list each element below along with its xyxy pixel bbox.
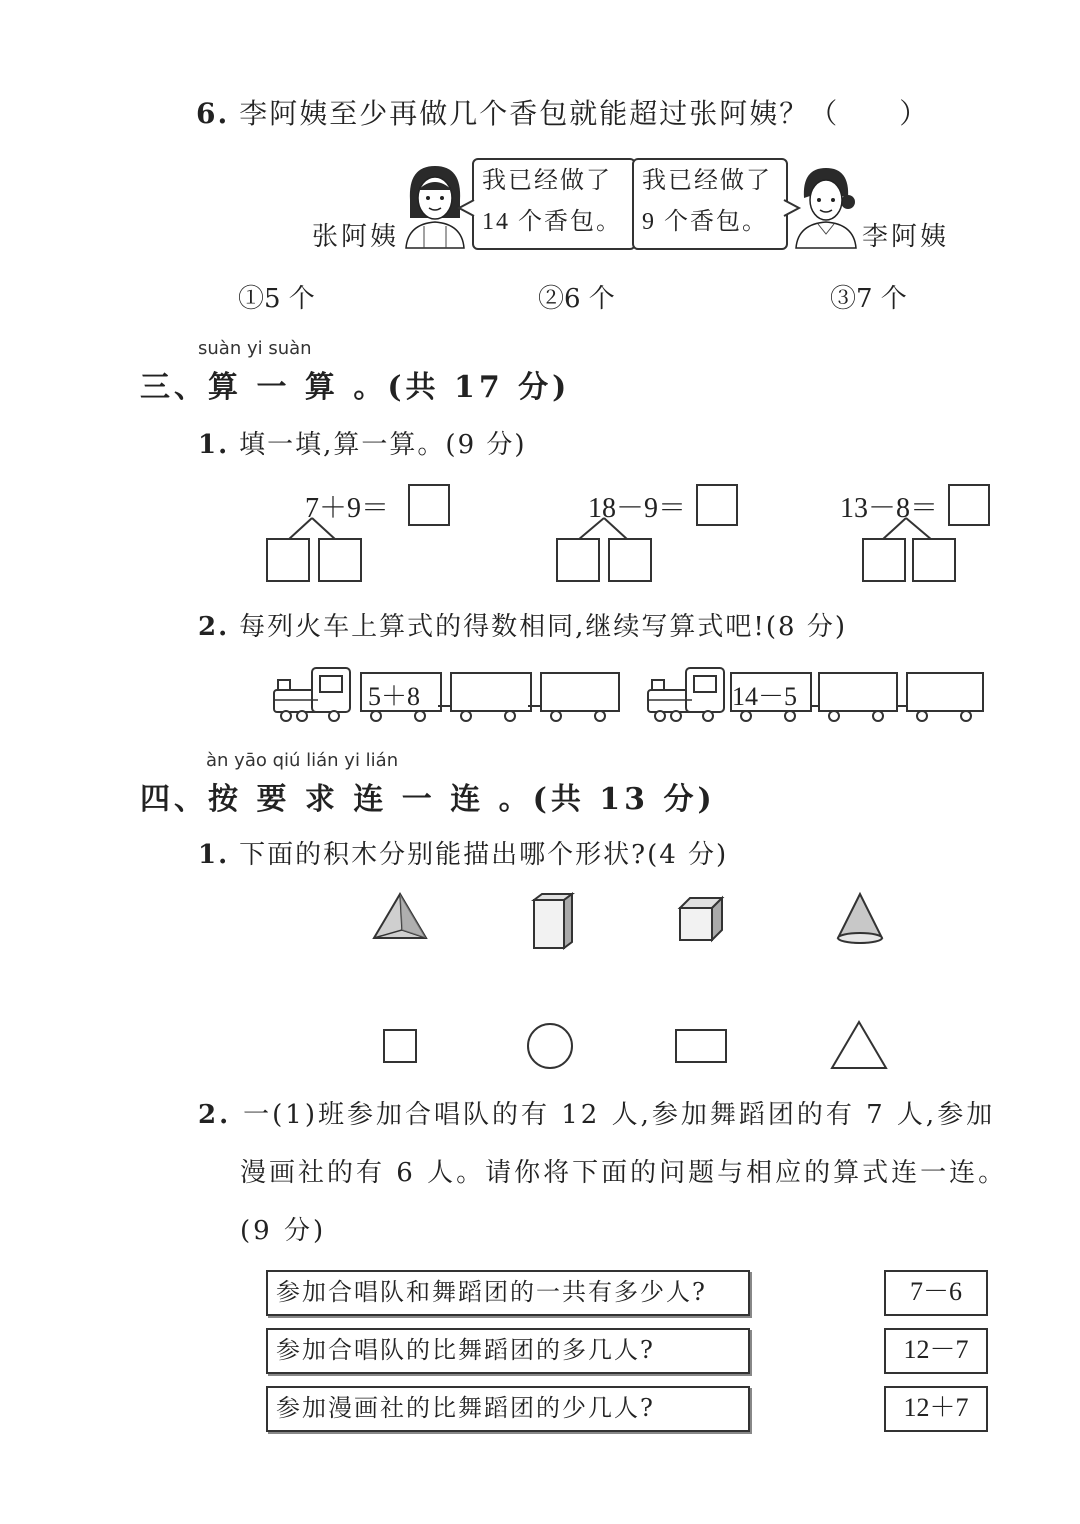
question-box-3[interactable]: 参加漫画社的比舞蹈团的少几人? (266, 1386, 750, 1432)
equation-1: 7＋9＝ (305, 493, 390, 524)
option-3[interactable]: ③7 个 (830, 284, 907, 314)
equation-3-split-box-right[interactable] (912, 538, 956, 582)
circle-shape-icon[interactable] (526, 1022, 574, 1070)
train-2-wheels (726, 706, 988, 724)
section-3-q1 (198, 424, 527, 461)
woman-right-illustration (790, 162, 860, 248)
question-box-2[interactable]: 参加合唱队的比舞蹈团的多几人? (266, 1328, 750, 1374)
answer-box-3[interactable]: 12＋7 (884, 1386, 988, 1432)
equation-1-split-box-right[interactable] (318, 538, 362, 582)
section-3-title: 三、算 一 算 。(共 17 分) (140, 370, 571, 405)
section-4-q1 (198, 834, 728, 871)
section-4-title: 四、按 要 求 连 一 连 。(共 13 分) (140, 782, 716, 817)
triangle-shape-icon[interactable] (830, 1020, 888, 1070)
cone-block-icon[interactable] (834, 892, 886, 948)
section-4-q2-number: 2. (198, 1100, 232, 1130)
right-character-name: 李阿姨 (862, 222, 950, 252)
equation-2-split-box-left[interactable] (556, 538, 600, 582)
train-2-car-1-label: 14－5 (732, 682, 798, 711)
question-6-text: 李阿姨至少再做几个香包就能超过张阿姨？（ ） (239, 97, 930, 130)
question-6-number: 6. (196, 97, 230, 130)
equation-1-answer-box[interactable] (408, 484, 450, 526)
cube-block-icon[interactable] (676, 896, 726, 944)
question-box-1[interactable]: 参加合唱队和舞蹈团的一共有多少人? (266, 1270, 750, 1316)
section-4-q1-text: 下面的积木分别能描出哪个形状?(4 分) (239, 840, 729, 870)
section-3-q2 (198, 606, 847, 643)
section-4-q2-line2: 漫画社的有 6 人。请你将下面的问题与相应的算式连一连。 (240, 1158, 1008, 1188)
pyramid-block-icon[interactable] (372, 892, 428, 942)
section-3-q1-number: 1. (198, 430, 230, 460)
option-1[interactable]: ①5 个 (238, 284, 315, 314)
right-bubble-line1: 我已经做了 (642, 166, 772, 194)
section-4-q2-line1-text: 一(1)班参加合唱队的有 12 人,参加舞蹈团的有 7 人,参加 (243, 1100, 996, 1130)
left-speech-bubble (472, 158, 636, 250)
left-bubble-line1: 我已经做了 (482, 166, 612, 194)
equation-2-split-box-right[interactable] (608, 538, 652, 582)
answer-box-1[interactable]: 7－6 (884, 1270, 988, 1316)
left-bubble-line2: 14 个香包。 (482, 209, 622, 235)
answer-box-2[interactable]: 12－7 (884, 1328, 988, 1374)
train-1-car-1-label: 5＋8 (368, 682, 421, 711)
section-4-pinyin: àn yāo qiú lián yi lián (206, 750, 399, 771)
section-4-q1-number: 1. (198, 840, 230, 870)
section-4-q2-line3: (9 分) (240, 1216, 327, 1246)
equation-2-answer-box[interactable] (696, 484, 738, 526)
equation-3: 13－8＝ (840, 493, 939, 524)
section-3-pinyin: suàn yi suàn (198, 338, 312, 359)
right-speech-bubble (632, 158, 788, 250)
train-1-locomotive-icon (272, 664, 358, 724)
section-4-q2-line1 (198, 1094, 995, 1131)
rectangle-shape-icon[interactable] (674, 1028, 728, 1064)
section-3-q1-text: 填一填,算一算。(9 分) (239, 430, 527, 460)
square-shape-icon[interactable] (382, 1028, 418, 1064)
option-2[interactable]: ②6 个 (538, 284, 615, 314)
left-bubble-tail (458, 198, 474, 218)
equation-2: 18－9＝ (588, 493, 687, 524)
question-6 (196, 92, 929, 132)
train-1-wheels (356, 706, 622, 724)
cuboid-block-icon[interactable] (530, 892, 576, 952)
equation-3-split-box-left[interactable] (862, 538, 906, 582)
right-bubble-line2: 9 个香包。 (642, 209, 768, 235)
left-character-name: 张阿姨 (312, 222, 400, 252)
equation-1-split-box-left[interactable] (266, 538, 310, 582)
section-3-q2-number: 2. (198, 612, 230, 642)
train-2-locomotive-icon (646, 664, 732, 724)
section-3-q2-text: 每列火车上算式的得数相同,继续写算式吧!(8 分) (239, 612, 847, 642)
